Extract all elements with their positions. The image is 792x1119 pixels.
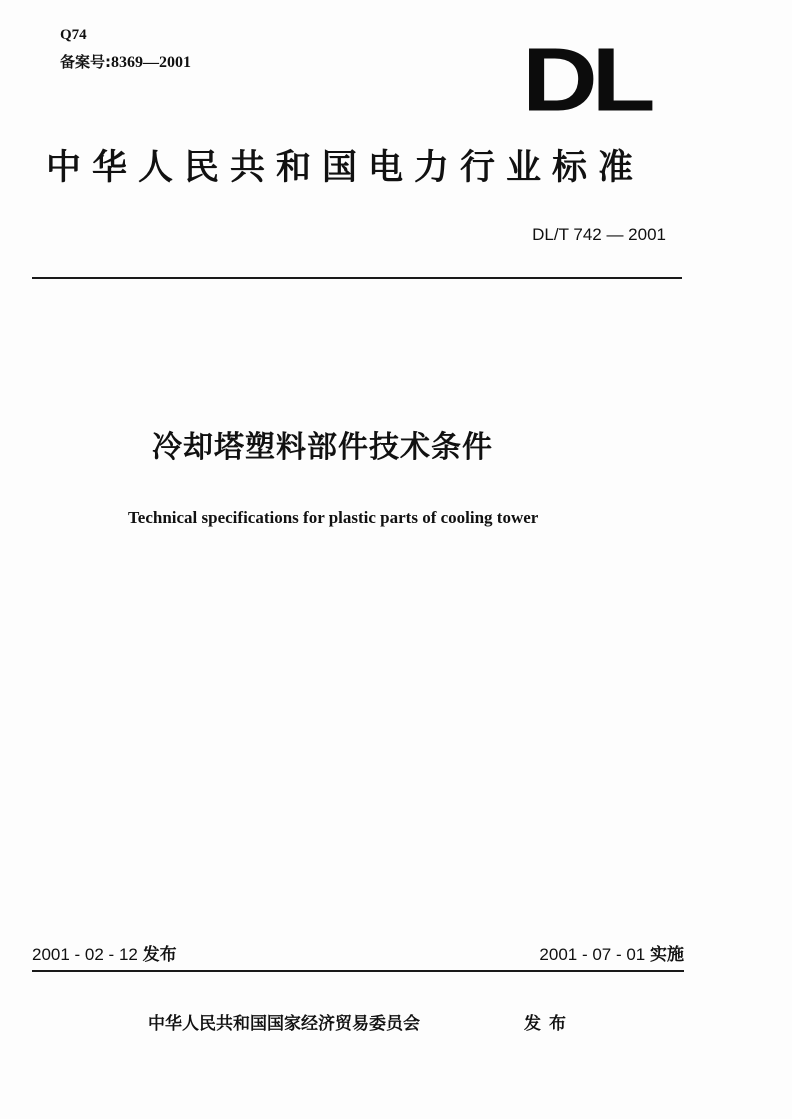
- publish-label: 发布: [524, 1014, 574, 1034]
- top-divider: [32, 277, 682, 279]
- filing-number: [60, 52, 191, 73]
- filing-label: 备案号:: [60, 53, 111, 71]
- issue-date-value: 2001 - 02 - 12: [32, 945, 138, 964]
- classification-code: Q74: [60, 27, 87, 43]
- filing-number-value: 8369—2001: [111, 54, 191, 71]
- dl-logo: DL: [522, 29, 650, 131]
- document-title-english: Technical specifications for plastic parts of cooling tower: [128, 508, 539, 527]
- implementation-date: [539, 944, 684, 966]
- publisher-name: 中华人民共和国国家经济贸易委员会: [148, 1014, 420, 1034]
- issue-date: [32, 944, 177, 966]
- document-title-chinese: 冷却塔塑料部件技术条件: [152, 430, 493, 465]
- implementation-date-label: 实施: [650, 945, 684, 965]
- standard-number: DL/T 742 — 2001: [532, 225, 666, 244]
- implementation-date-value: 2001 - 07 - 01: [539, 945, 646, 964]
- standard-category-title: 中华人民共和国电力行业标准: [46, 148, 645, 188]
- issue-date-label: 发布: [142, 945, 177, 965]
- bottom-divider: [32, 970, 684, 972]
